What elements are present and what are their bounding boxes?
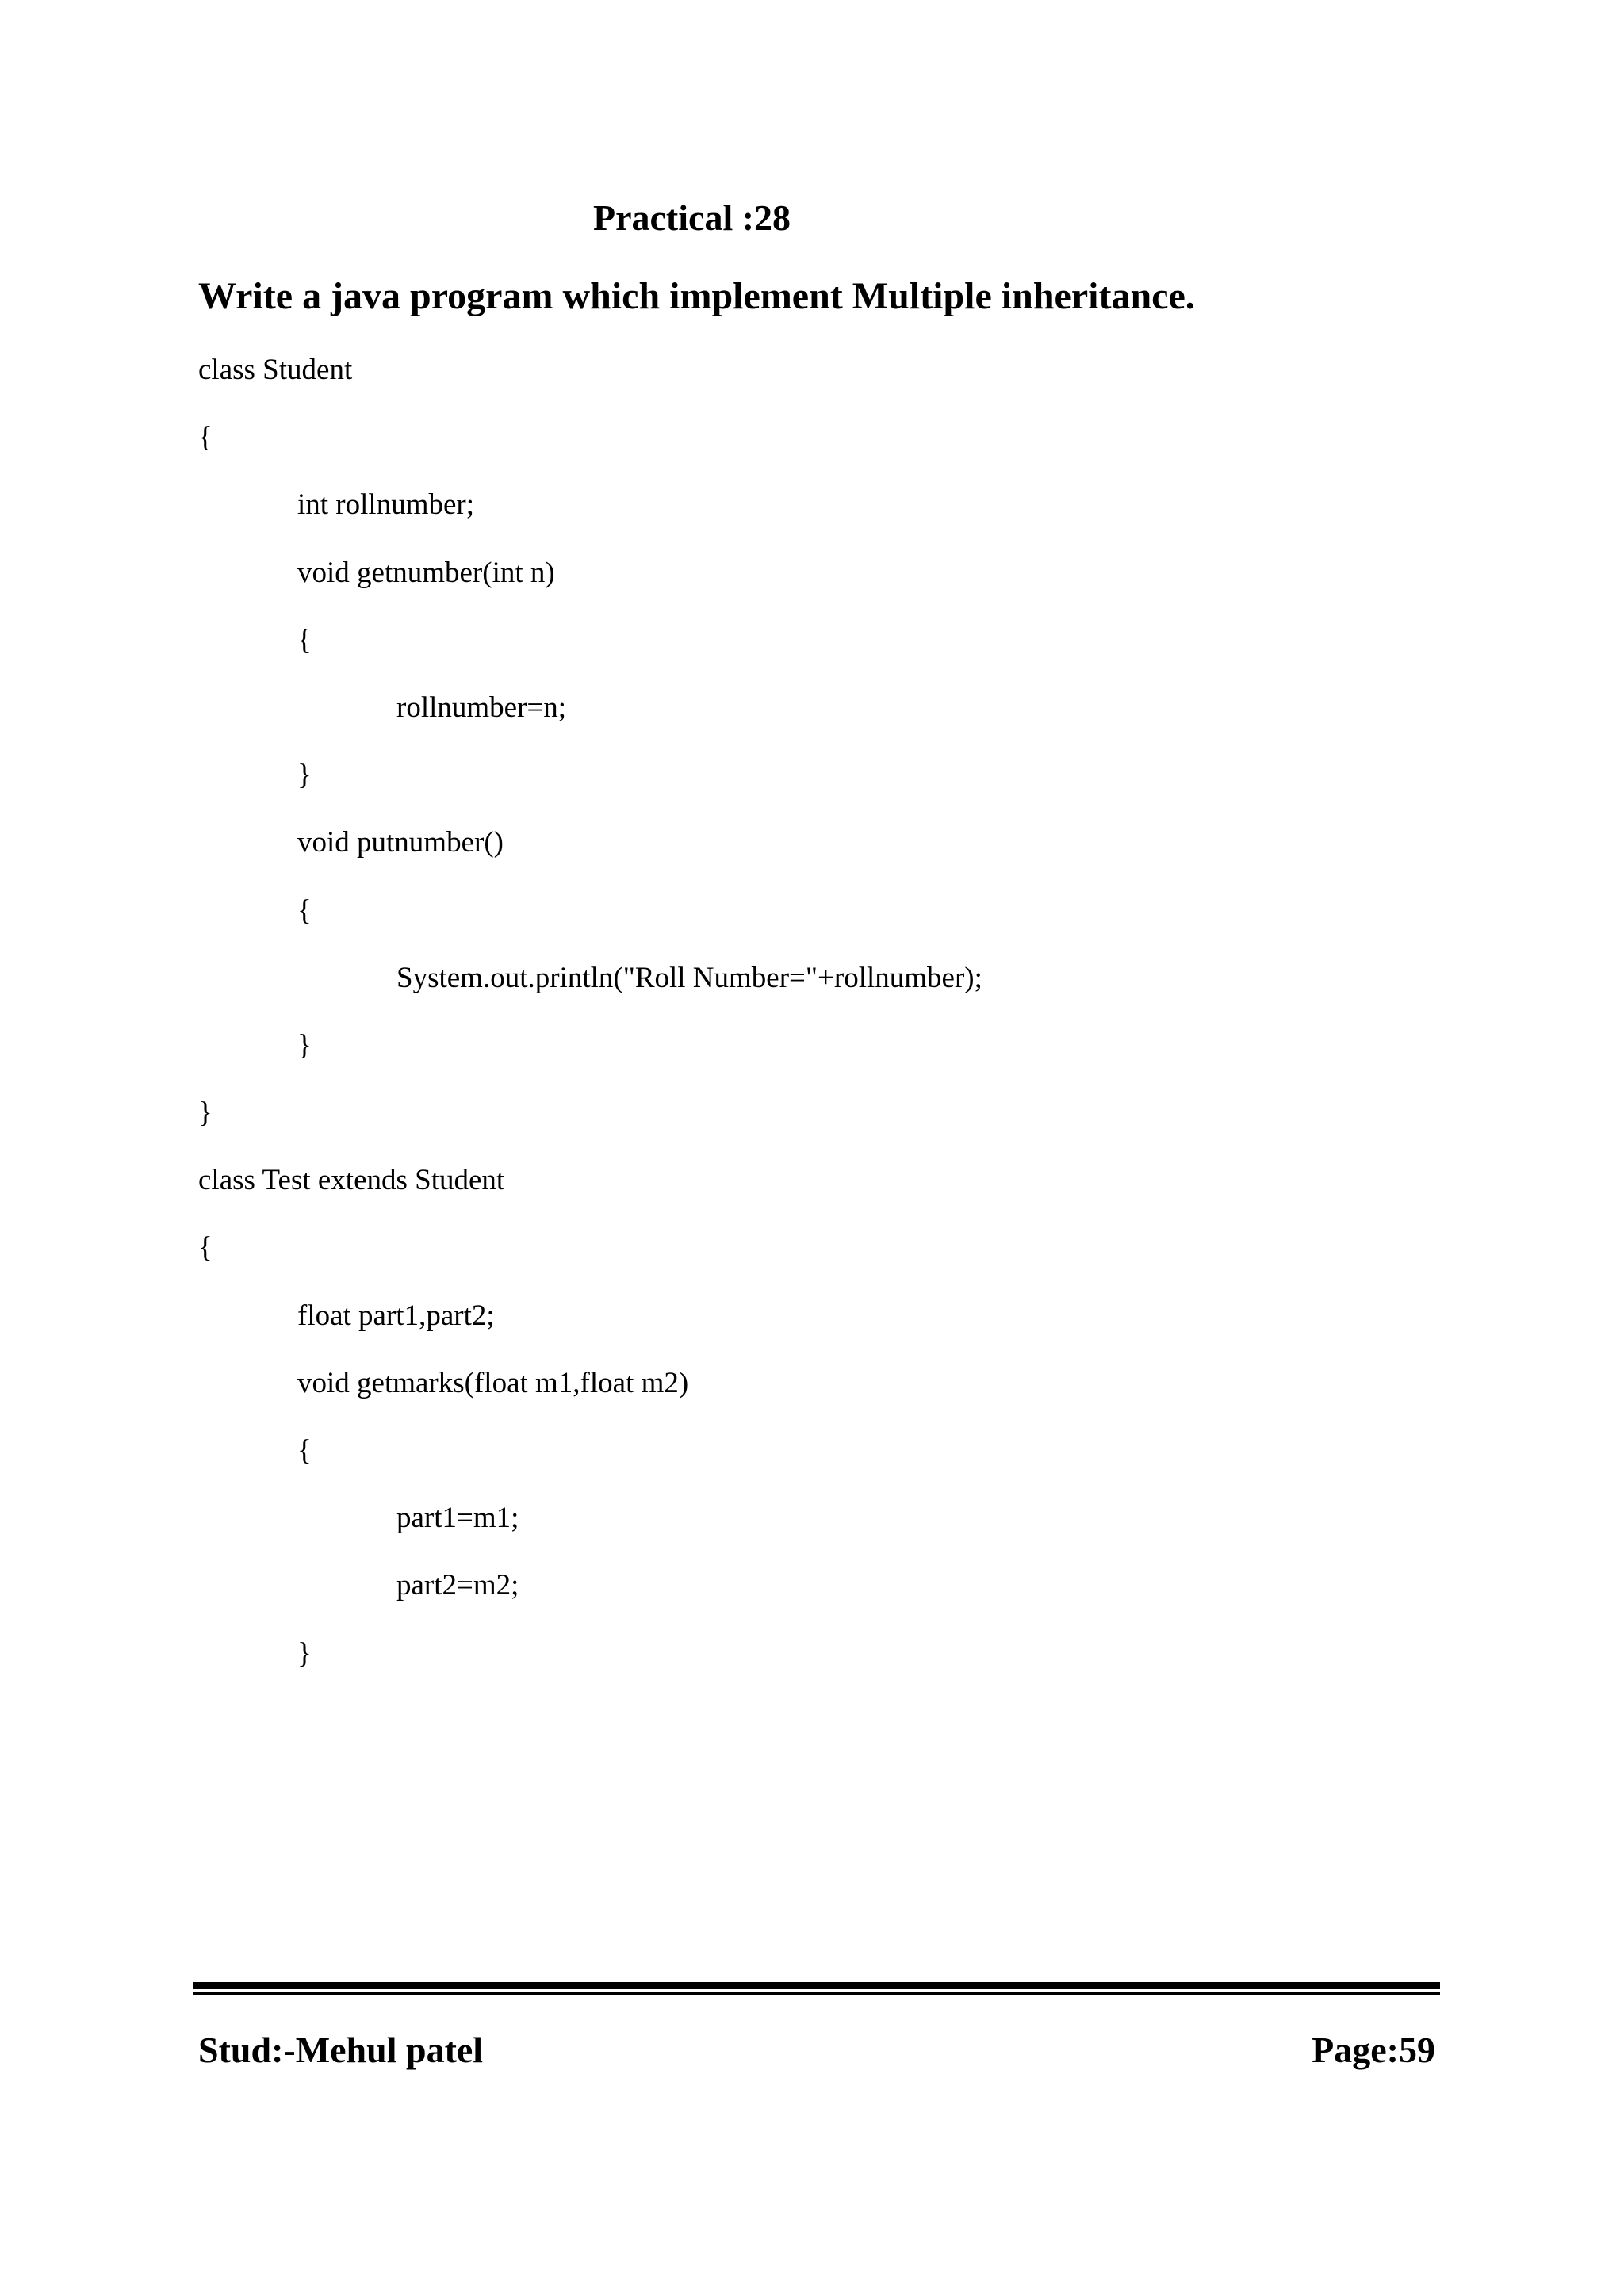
practical-title: Practical :28 [593, 197, 791, 238]
code-listing [198, 350, 982, 1701]
code-line: float part1,part2; [297, 1299, 495, 1332]
code-line: { [198, 1231, 213, 1265]
code-line: void getnumber(int n) [297, 556, 555, 589]
code-line: { [297, 623, 312, 656]
question-text: Write a java program which implement Multiple inheritance. [198, 275, 1195, 317]
code-line: { [297, 1434, 312, 1467]
code-line: void getmarks(float m1,float m2) [297, 1366, 689, 1399]
code-line: int rollnumber; [297, 488, 474, 522]
code-line: part2=m2; [396, 1569, 519, 1602]
code-line: rollnumber=n; [396, 691, 567, 724]
code-line: { [198, 421, 213, 454]
code-line: class Student [198, 354, 353, 386]
student-name: Stud:-Mehul patel [198, 2030, 484, 2070]
code-line: } [198, 1096, 213, 1130]
code-line: } [297, 759, 312, 792]
page-number: Page:59 [1312, 2030, 1435, 2070]
code-line: class Test extends Student [198, 1164, 505, 1197]
code-line: System.out.println("Roll Number="+rollnumber); [396, 961, 982, 994]
code-line: } [297, 1636, 312, 1670]
footer-divider [193, 1982, 1440, 1995]
code-line: void putnumber() [297, 826, 504, 859]
code-line: part1=m1; [396, 1502, 519, 1535]
code-line: { [297, 894, 312, 927]
code-line: } [297, 1028, 312, 1062]
